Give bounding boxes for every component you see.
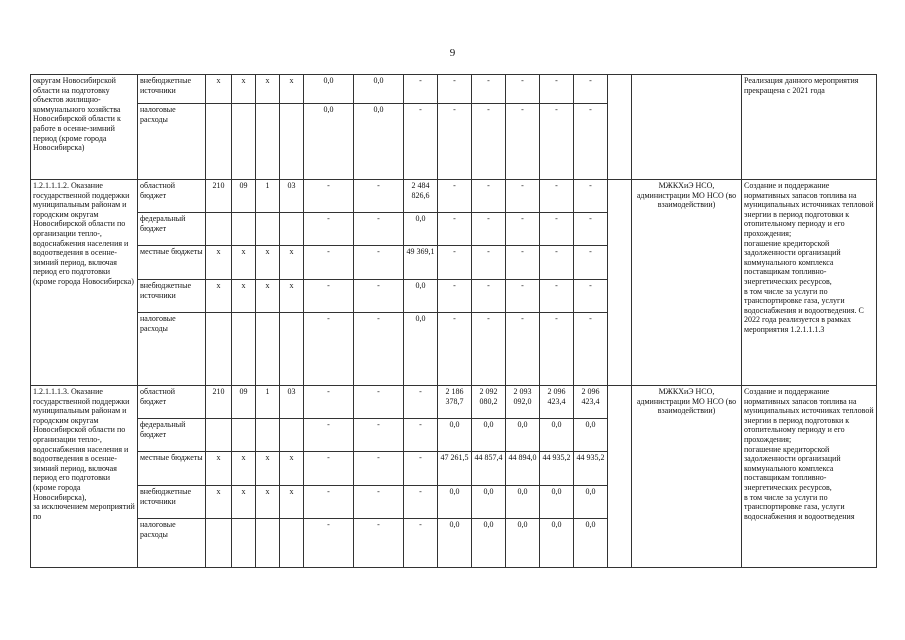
amount-cell: - xyxy=(472,213,506,246)
amount-cell: - xyxy=(574,280,608,313)
funding-source-cell: внебюджетные источники xyxy=(138,75,206,104)
amount-cell: - xyxy=(574,180,608,213)
budget-code-cell: х xyxy=(206,75,232,104)
budget-code-cell xyxy=(280,213,304,246)
amount-cell: - xyxy=(506,180,540,213)
budget-code-cell: 09 xyxy=(232,386,256,419)
amount-cell: - xyxy=(574,104,608,180)
budget-code-cell xyxy=(256,313,280,386)
budget-code-cell: х xyxy=(280,280,304,313)
budget-code-cell xyxy=(232,104,256,180)
amount-cell: - xyxy=(354,386,404,419)
amount-cell: 44 935,2 xyxy=(540,452,574,486)
budget-code-cell: х xyxy=(232,246,256,280)
amount-cell: - xyxy=(506,75,540,104)
measure-description-cell: округам Новосибирской области на подготовку объектов жилищно-коммунального хозяйства Новосибирской области к работе в осенне-зимний период (кроме города Новосибирска) xyxy=(31,75,138,180)
amount-cell: 2 093 092,0 xyxy=(506,386,540,419)
funding-source-cell: федеральный бюджет xyxy=(138,419,206,452)
amount-cell: - xyxy=(354,313,404,386)
amount-cell: 0,0 xyxy=(438,486,472,519)
spacer-cell xyxy=(608,180,632,386)
budget-code-cell: х xyxy=(280,452,304,486)
budget-code-cell xyxy=(206,419,232,452)
amount-cell: - xyxy=(540,104,574,180)
budget-code-cell: х xyxy=(256,246,280,280)
amount-cell: 0,0 xyxy=(574,419,608,452)
amount-cell: - xyxy=(354,419,404,452)
amount-cell: - xyxy=(304,486,354,519)
amount-cell: - xyxy=(472,180,506,213)
amount-cell: 0,0 xyxy=(472,519,506,568)
funding-source-cell: местные бюджеты xyxy=(138,246,206,280)
budget-code-cell: х xyxy=(256,452,280,486)
amount-cell: - xyxy=(404,452,438,486)
budget-code-cell: х xyxy=(256,280,280,313)
amount-cell: 0,0 xyxy=(506,519,540,568)
amount-cell: - xyxy=(354,213,404,246)
budget-code-cell: 09 xyxy=(232,180,256,213)
amount-cell: 44 894,0 xyxy=(506,452,540,486)
budget-code-cell xyxy=(256,213,280,246)
budget-code-cell xyxy=(256,104,280,180)
expected-result-cell: Создание и поддержание нормативных запасов топлива на муниципальных источниках тепловой энергии в период подготовки к отопительному периоду и его прохождения; погашение кредиторской задолженности организаций коммунального комплекса поставщикам топливно-энергетических ресурсов, в том числе за услуги по транспортировке газа, услуги водоснабжения и водоотведения xyxy=(742,386,877,568)
expected-result-cell: Создание и поддержание нормативных запасов топлива на муниципальных источниках тепловой энергии в период подготовки к отопительному периоду и его прохождения; погашение кредиторской задолженности организаций коммунального комплекса поставщикам топливно-энергетических ресурсов, в том числе за услуги по транспортировке газа, услуги водоснабжения и водоотведения. С 2022 года реализуется в рамках мероприятия 1.2.1.1.1.3 xyxy=(742,180,877,386)
amount-cell: 0,0 xyxy=(438,519,472,568)
amount-cell: 47 261,5 xyxy=(438,452,472,486)
amount-cell: 44 857,4 xyxy=(472,452,506,486)
budget-code-cell: х xyxy=(206,486,232,519)
budget-code-cell xyxy=(256,419,280,452)
budget-code-cell: х xyxy=(280,75,304,104)
amount-cell: - xyxy=(304,280,354,313)
amount-cell: 2 484 826,6 xyxy=(404,180,438,213)
executor-cell: МЖКХиЭ НСО, администрации МО НСО (во взаимодействии) xyxy=(632,180,742,386)
budget-code-cell xyxy=(232,213,256,246)
budget-code-cell: 03 xyxy=(280,180,304,213)
budget-code-cell xyxy=(206,519,232,568)
funding-source-cell: областной бюджет xyxy=(138,386,206,419)
budget-code-cell: х xyxy=(232,75,256,104)
amount-cell: - xyxy=(506,246,540,280)
amount-cell: - xyxy=(472,280,506,313)
amount-cell: - xyxy=(574,313,608,386)
amount-cell: 0,0 xyxy=(404,280,438,313)
amount-cell: - xyxy=(304,180,354,213)
amount-cell: 0,0 xyxy=(506,419,540,452)
budget-code-cell: х xyxy=(280,246,304,280)
funding-source-cell: налоговые расходы xyxy=(138,519,206,568)
budget-code-cell xyxy=(280,313,304,386)
amount-cell: - xyxy=(354,180,404,213)
budget-code-cell: х xyxy=(256,486,280,519)
amount-cell: 44 935,2 xyxy=(574,452,608,486)
amount-cell: - xyxy=(304,213,354,246)
amount-cell: 0,0 xyxy=(438,419,472,452)
budget-code-cell: х xyxy=(280,486,304,519)
amount-cell: - xyxy=(574,213,608,246)
amount-cell: 0,0 xyxy=(506,486,540,519)
budget-code-cell xyxy=(232,419,256,452)
amount-cell: - xyxy=(472,75,506,104)
budget-code-cell: х xyxy=(232,452,256,486)
spacer-cell xyxy=(608,386,632,568)
amount-cell: - xyxy=(438,246,472,280)
budget-code-cell: х xyxy=(232,486,256,519)
amount-cell: - xyxy=(574,246,608,280)
amount-cell: - xyxy=(574,75,608,104)
budget-code-cell xyxy=(206,313,232,386)
amount-cell: 2 096 423,4 xyxy=(540,386,574,419)
amount-cell: 0,0 xyxy=(472,419,506,452)
amount-cell: - xyxy=(472,104,506,180)
amount-cell: - xyxy=(404,386,438,419)
budget-code-cell: х xyxy=(206,452,232,486)
amount-cell: - xyxy=(404,486,438,519)
amount-cell: 0,0 xyxy=(404,213,438,246)
budget-code-cell: х xyxy=(206,246,232,280)
amount-cell: - xyxy=(304,452,354,486)
amount-cell: - xyxy=(304,313,354,386)
table-row xyxy=(31,180,877,213)
amount-cell: - xyxy=(540,180,574,213)
amount-cell: 0,0 xyxy=(472,486,506,519)
amount-cell: - xyxy=(354,452,404,486)
table-row xyxy=(31,75,877,104)
amount-cell: - xyxy=(540,246,574,280)
amount-cell: 0,0 xyxy=(304,104,354,180)
budget-code-cell xyxy=(232,313,256,386)
amount-cell: - xyxy=(438,313,472,386)
amount-cell: - xyxy=(304,386,354,419)
amount-cell: - xyxy=(438,280,472,313)
budget-code-cell xyxy=(232,519,256,568)
amount-cell: - xyxy=(540,280,574,313)
amount-cell: - xyxy=(404,75,438,104)
amount-cell: 2 186 378,7 xyxy=(438,386,472,419)
amount-cell: 0,0 xyxy=(574,519,608,568)
amount-cell: 49 369,1 xyxy=(404,246,438,280)
funding-source-cell: внебюджетные источники xyxy=(138,280,206,313)
amount-cell: 0,0 xyxy=(540,419,574,452)
amount-cell: 0,0 xyxy=(354,104,404,180)
funding-source-cell: внебюджетные источники xyxy=(138,486,206,519)
funding-source-cell: местные бюджеты xyxy=(138,452,206,486)
amount-cell: - xyxy=(506,213,540,246)
amount-cell: 0,0 xyxy=(540,519,574,568)
amount-cell: - xyxy=(438,75,472,104)
amount-cell: 2 096 423,4 xyxy=(574,386,608,419)
amount-cell: 0,0 xyxy=(304,75,354,104)
budget-code-cell xyxy=(280,104,304,180)
amount-cell: - xyxy=(354,486,404,519)
amount-cell: 0,0 xyxy=(354,75,404,104)
amount-cell: - xyxy=(404,419,438,452)
executor-cell xyxy=(632,75,742,180)
amount-cell: 2 092 080,2 xyxy=(472,386,506,419)
executor-cell: МЖКХиЭ НСО, администрации МО НСО (во взаимодействии) xyxy=(632,386,742,568)
budget-code-cell: 210 xyxy=(206,180,232,213)
page-number: 9 xyxy=(449,47,456,59)
amount-cell: - xyxy=(304,246,354,280)
table-row xyxy=(31,386,877,419)
expected-result-cell: Реализация данного мероприятия прекращена с 2021 года xyxy=(742,75,877,180)
budget-code-cell: х xyxy=(232,280,256,313)
budget-code-cell: х xyxy=(206,280,232,313)
amount-cell: 0,0 xyxy=(540,486,574,519)
amount-cell: - xyxy=(354,280,404,313)
budget-code-cell: х xyxy=(256,75,280,104)
funding-source-cell: налоговые расходы xyxy=(138,313,206,386)
amount-cell: 0,0 xyxy=(404,313,438,386)
amount-cell: - xyxy=(438,104,472,180)
budget-code-cell xyxy=(206,104,232,180)
amount-cell: - xyxy=(506,280,540,313)
amount-cell: - xyxy=(354,519,404,568)
amount-cell: - xyxy=(438,180,472,213)
amount-cell: - xyxy=(438,213,472,246)
budget-code-cell xyxy=(280,419,304,452)
amount-cell: - xyxy=(404,519,438,568)
budget-code-cell: 210 xyxy=(206,386,232,419)
funding-source-cell: налоговые расходы xyxy=(138,104,206,180)
budget-code-cell xyxy=(206,213,232,246)
amount-cell: - xyxy=(354,246,404,280)
amount-cell: 0,0 xyxy=(574,486,608,519)
amount-cell: - xyxy=(506,313,540,386)
amount-cell: - xyxy=(404,104,438,180)
funding-source-cell: федеральный бюджет xyxy=(138,213,206,246)
amount-cell: - xyxy=(304,519,354,568)
measure-description-cell: 1.2.1.1.1.3. Оказание государственной поддержки муниципальным районам и городским округам Новосибирской области по организации тепло-, водоснабжения населения и водоотведения в осенне-зимний период, включая период его подготовки (кроме города Новосибирска), за исключением мероприятий по xyxy=(31,386,138,568)
amount-cell: - xyxy=(540,75,574,104)
budget-code-cell: 1 xyxy=(256,386,280,419)
program-table xyxy=(30,74,877,568)
amount-cell: - xyxy=(472,246,506,280)
amount-cell: - xyxy=(472,313,506,386)
amount-cell: - xyxy=(540,213,574,246)
spacer-cell xyxy=(608,75,632,180)
amount-cell: - xyxy=(304,419,354,452)
amount-cell: - xyxy=(540,313,574,386)
amount-cell: - xyxy=(506,104,540,180)
budget-code-cell: 03 xyxy=(280,386,304,419)
budget-code-cell xyxy=(256,519,280,568)
budget-code-cell xyxy=(280,519,304,568)
budget-code-cell: 1 xyxy=(256,180,280,213)
funding-source-cell: областной бюджет xyxy=(138,180,206,213)
measure-description-cell: 1.2.1.1.1.2. Оказание государственной поддержки муниципальным районам и городским округам Новосибирской области по организации тепло-, водоснабжения населения и водоотведения в осенне-зимний период, включая период его подготовки (кроме города Новосибирска) xyxy=(31,180,138,386)
